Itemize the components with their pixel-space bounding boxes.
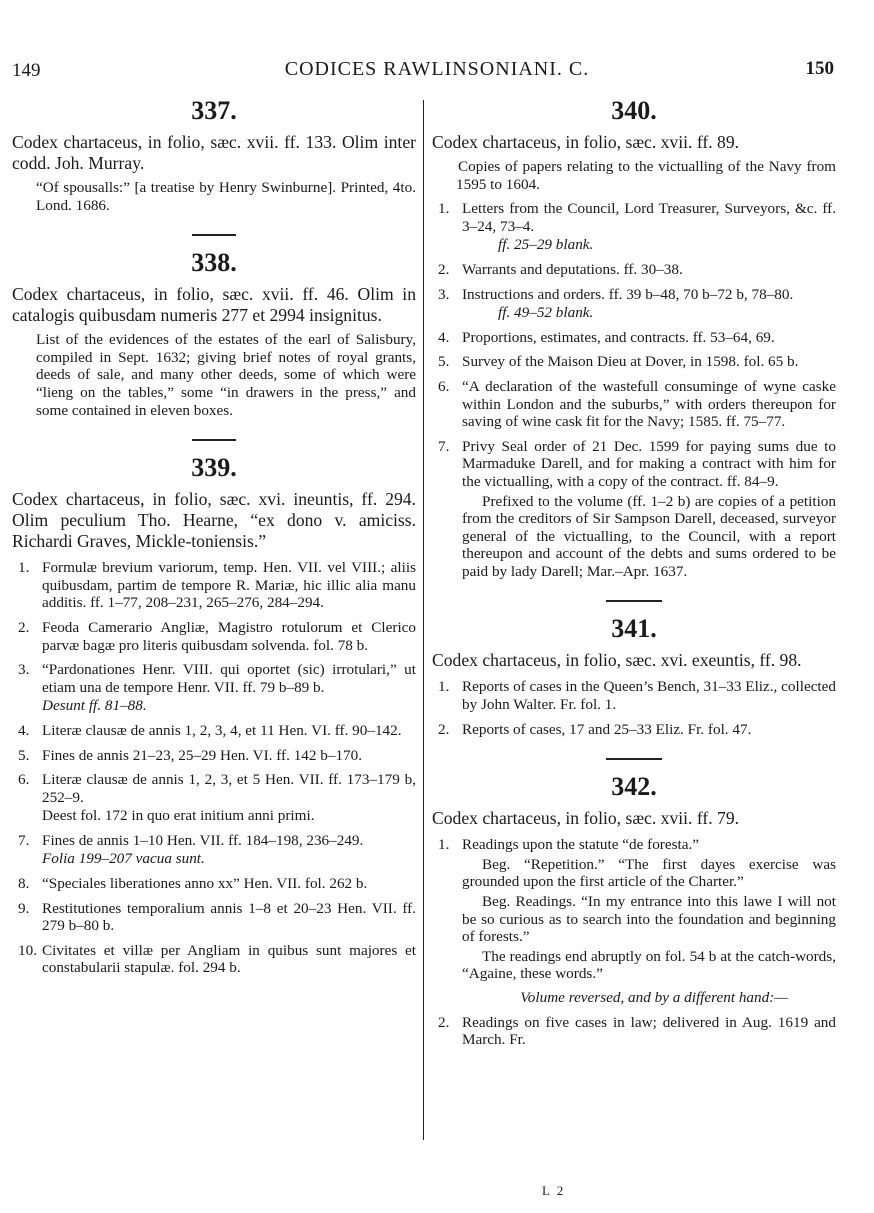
list-item: 7. Privy Seal order of 21 Dec. 1599 for paying sums due to Marmaduke Darell, and for making a contract with him for the victualling, with a copy of the contract. ff. 84–9. — [438, 437, 836, 490]
entry-339 — [12, 453, 416, 977]
list-item: 1. Letters from the Council, Lord Treasurer, Surveyors, &c. ff. 3–24, 73–4. — [438, 200, 836, 235]
list-item: 10. Civitates et villæ per Angliam in quibus sunt majores et constabularii stapulæ. fol. 294 b. — [18, 941, 416, 977]
list-item-note: ff. 49–52 blank. — [498, 304, 594, 322]
list-item: 3. Instructions and orders. ff. 39 b–48, 70 b–72 b, 78–80. — [438, 285, 794, 303]
codex-description: Codex chartaceus, in folio, sæc. xvi. ineuntis, ff. 294. Olim peculium Tho. Hearne, “ex dono v. amiciss. Richardi Graves, Mickle-toniensis.” — [12, 489, 416, 552]
codex-description: Codex chartaceus, in folio, sæc. xvii. ff. 133. Olim inter codd. Joh. Murray. — [12, 132, 416, 173]
entry-338 — [12, 248, 416, 419]
page-number-left: 149 — [12, 60, 41, 81]
entry-342 — [432, 772, 836, 1049]
codex-description: Codex chartaceus, in folio, sæc. xvii. ff. 46. Olim in catalogis quibusdam numeris 277 et 2994 insignitus. — [12, 284, 416, 326]
page-number-right: 150 — [805, 58, 834, 79]
content-description: “Of spousalls:” [a treatise by Henry Swinburne]. Printed, 4to. Lond. 1686. — [36, 179, 416, 214]
list-item: 7. Fines de annis 1–10 Hen. VII. ff. 184–198, 236–249. — [18, 831, 364, 849]
list-item: 1. Reports of cases in the Queen’s Bench, 31–33 Eliz., collected by John Walter. Fr. fol. 1. — [438, 678, 836, 714]
codex-description: Codex chartaceus, in folio, sæc. xvii. ff. 89. — [432, 132, 740, 152]
list-item-note: Folia 199–207 vacua sunt. — [42, 850, 205, 868]
entry-number: 341. — [611, 614, 657, 644]
entry-number: 342. — [611, 772, 657, 802]
section-divider — [192, 234, 236, 236]
entry-340 — [432, 96, 836, 580]
entry-341 — [432, 614, 836, 738]
content-description: Copies of papers relating to the victualling of the Navy from 1595 to 1604. — [456, 158, 836, 193]
codex-description: Codex chartaceus, in folio, sæc. xvi. exeuntis, ff. 98. — [432, 650, 802, 671]
list-item: 2. Readings on five cases in law; delivered in Aug. 1619 and March. Fr. — [438, 1013, 836, 1049]
list-item: 5. Survey of the Maison Dieu at Dover, in 1598. fol. 65 b. — [438, 353, 799, 371]
volume-reversed-note: Volume reversed, and by a different hand:— — [520, 989, 788, 1006]
list-item: 4. Proportions, estimates, and contracts. ff. 53–64, 69. — [438, 328, 775, 346]
entry-337 — [12, 96, 416, 214]
reading-paragraph: The readings end abruptly on fol. 54 b at the catch-words, “Againe, these words.” — [462, 947, 836, 983]
list-item: 3. “Pardonationes Henr. VIII. qui oportet (sic) irrotulari,” ut etiam una de tempore Henr. VII. ff. 79 b–89 b. — [18, 661, 416, 696]
list-item: 6. “A declaration of the wastefull consuminge of wyne caske within London and the suburbs,” with orders thereupon for saving of wine cask fit for the Navy; 1585. ff. 75–77. — [438, 377, 836, 431]
section-divider — [606, 758, 662, 760]
codex-description: Codex chartaceus, in folio, sæc. xvii. ff. 79. — [432, 808, 740, 829]
reading-paragraph: Beg. Readings. “In my entrance into this lawe I will not be so curious as to search into the foundation and beginning of forests.” — [462, 893, 836, 946]
page-header — [0, 56, 874, 86]
section-divider — [606, 600, 662, 602]
list-item-note: ff. 25–29 blank. — [498, 236, 594, 254]
column-divider — [423, 100, 424, 1140]
list-item: 8. “Speciales liberationes anno xx” Hen. VII. fol. 262 b. — [18, 875, 368, 893]
running-title: CODICES RAWLINSONIANI. C. — [284, 58, 590, 80]
section-divider — [192, 439, 236, 441]
printer-signature: L 2 — [542, 1183, 566, 1198]
list-item-note: Deest fol. 172 in quo erat initium anni primi. — [42, 807, 315, 825]
list-item: 2. Feoda Camerario Angliæ, Magistro rotulorum et Clerico parvæ bagæ pro literis quibusdam solvenda. fol. 78 b. — [18, 618, 416, 654]
entry-number: 338. — [191, 248, 237, 278]
list-item: 1. Readings upon the statute “de foresta.” — [438, 836, 700, 854]
volume-note: Prefixed to the volume (ff. 1–2 b) are copies of a petition from the creditors of Sir Sampson Darell, deceased, surveyor general of the victualling, to the Council, with a report thereupon and account of the debts and sums ordered to be paid by lady Darell; Mar.–Apr. 1637. — [462, 492, 836, 580]
entry-number: 339. — [191, 453, 237, 483]
right-column — [432, 92, 836, 1049]
list-item-note: Desunt ff. 81–88. — [42, 697, 147, 715]
list-item: 9. Restitutiones temporalium annis 1–8 et 20–23 Hen. VII. ff. 279 b–80 b. — [18, 899, 416, 935]
list-item: 5. Fines de annis 21–23, 25–29 Hen. VI. ff. 142 b–170. — [18, 746, 363, 764]
list-item: 2. Reports of cases, 17 and 25–33 Eliz. Fr. fol. 47. — [438, 720, 752, 738]
list-item: 1. Formulæ brevium variorum, temp. Hen. VII. vel VIII.; aliis quibusdam, partim de tempore R. Mariæ, hic illic alia manu additis. ff. 1–77, 208–231, 265–276, 284–294. — [18, 559, 416, 612]
left-column — [12, 92, 416, 977]
content-description: List of the evidences of the estates of the earl of Salisbury, compiled in Sept. 1632; giving brief notes of royal grants, deeds of sale, and many other deeds, some of which were “lieng on the tables,” some “in drawers in the press,” and some contained in eleven boxes. — [36, 331, 416, 419]
reading-paragraph: Beg. “Repetition.” “The first dayes exercise was grounded upon the first article of the Charter.” — [462, 855, 836, 891]
entry-number: 337. — [191, 96, 237, 125]
list-item: 2. Warrants and deputations. ff. 30–38. — [438, 260, 683, 278]
list-item: 4. Literæ clausæ de annis 1, 2, 3, 4, et 11 Hen. VI. ff. 90–142. — [18, 721, 402, 739]
entry-number: 340. — [611, 96, 657, 125]
list-item: 6. Literæ clausæ de annis 1, 2, 3, et 5 Hen. VII. ff. 173–179 b, 252–9. — [18, 771, 416, 806]
